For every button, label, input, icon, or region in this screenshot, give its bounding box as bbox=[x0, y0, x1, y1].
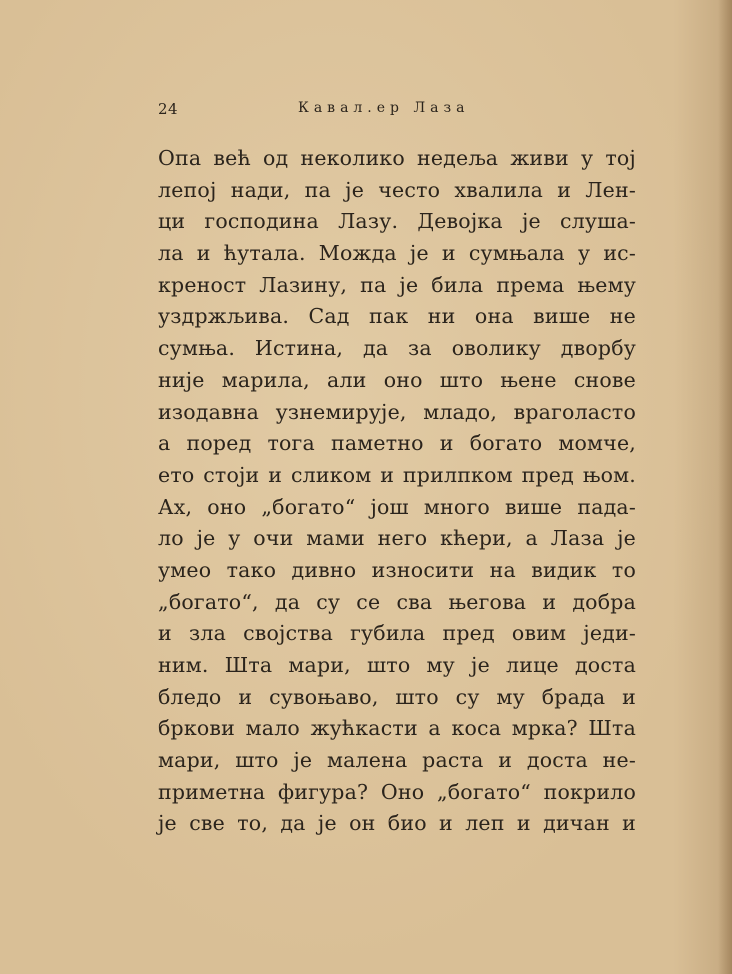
text-line: и зла својства губила пред овим једи- bbox=[158, 621, 636, 646]
page-edge-shadow bbox=[718, 0, 732, 974]
text-line: сумња. Истина, да за оволику дворбу bbox=[158, 336, 636, 361]
text-line: ним. Шта мари, што му је лице доста bbox=[158, 653, 636, 677]
text-line: мари, што је малена раста и доста не- bbox=[158, 748, 636, 773]
text-line: је све то, да је он био и леп и дичан и bbox=[158, 811, 636, 836]
text-line: лепој нади, па је често хвалила и Лен- bbox=[158, 177, 636, 202]
text-line: Ах, оно „богато“ још много више пада- bbox=[158, 494, 636, 519]
text-line: ла и ћутала. Можда је и сумњала у ис- bbox=[158, 241, 636, 266]
body-text bbox=[158, 143, 636, 840]
text-line: умео тако дивно износити на видик то bbox=[158, 557, 636, 582]
text-line: бледо и сувоњаво, што су му брада и bbox=[158, 684, 636, 709]
text-line: а поред тога паметно и богато момче, bbox=[158, 431, 636, 456]
running-title: Кавал.ер Лаза bbox=[298, 100, 470, 116]
text-line: креност Лазину, па је била према њему bbox=[158, 272, 636, 297]
text-line: изодавна узнемирује, младо, враголасто bbox=[158, 399, 636, 424]
text-line: приметна фигура? Оно „богато“ покрило bbox=[158, 779, 636, 804]
text-line: Опа већ од неколико недеља живи у тој bbox=[158, 146, 636, 170]
text-line: ето стоји и сликом и прилпком пред њом. bbox=[158, 462, 636, 487]
text-line: „богато“, да су се сва његова и добра bbox=[158, 589, 636, 614]
text-line: уздржљива. Сад пак ни она више не bbox=[158, 304, 636, 329]
text-line: бркови мало жућкасти а коса мрка? Шта bbox=[158, 716, 636, 741]
text-line: није марила, али оно што њене снове bbox=[158, 367, 636, 392]
page-number: 24 bbox=[158, 100, 179, 118]
text-line: ло је у очи мами него кћери, а Лаза је bbox=[158, 526, 636, 551]
page-header bbox=[158, 100, 628, 124]
text-line: ци господина Лазу. Девојка је слуша- bbox=[158, 209, 636, 234]
